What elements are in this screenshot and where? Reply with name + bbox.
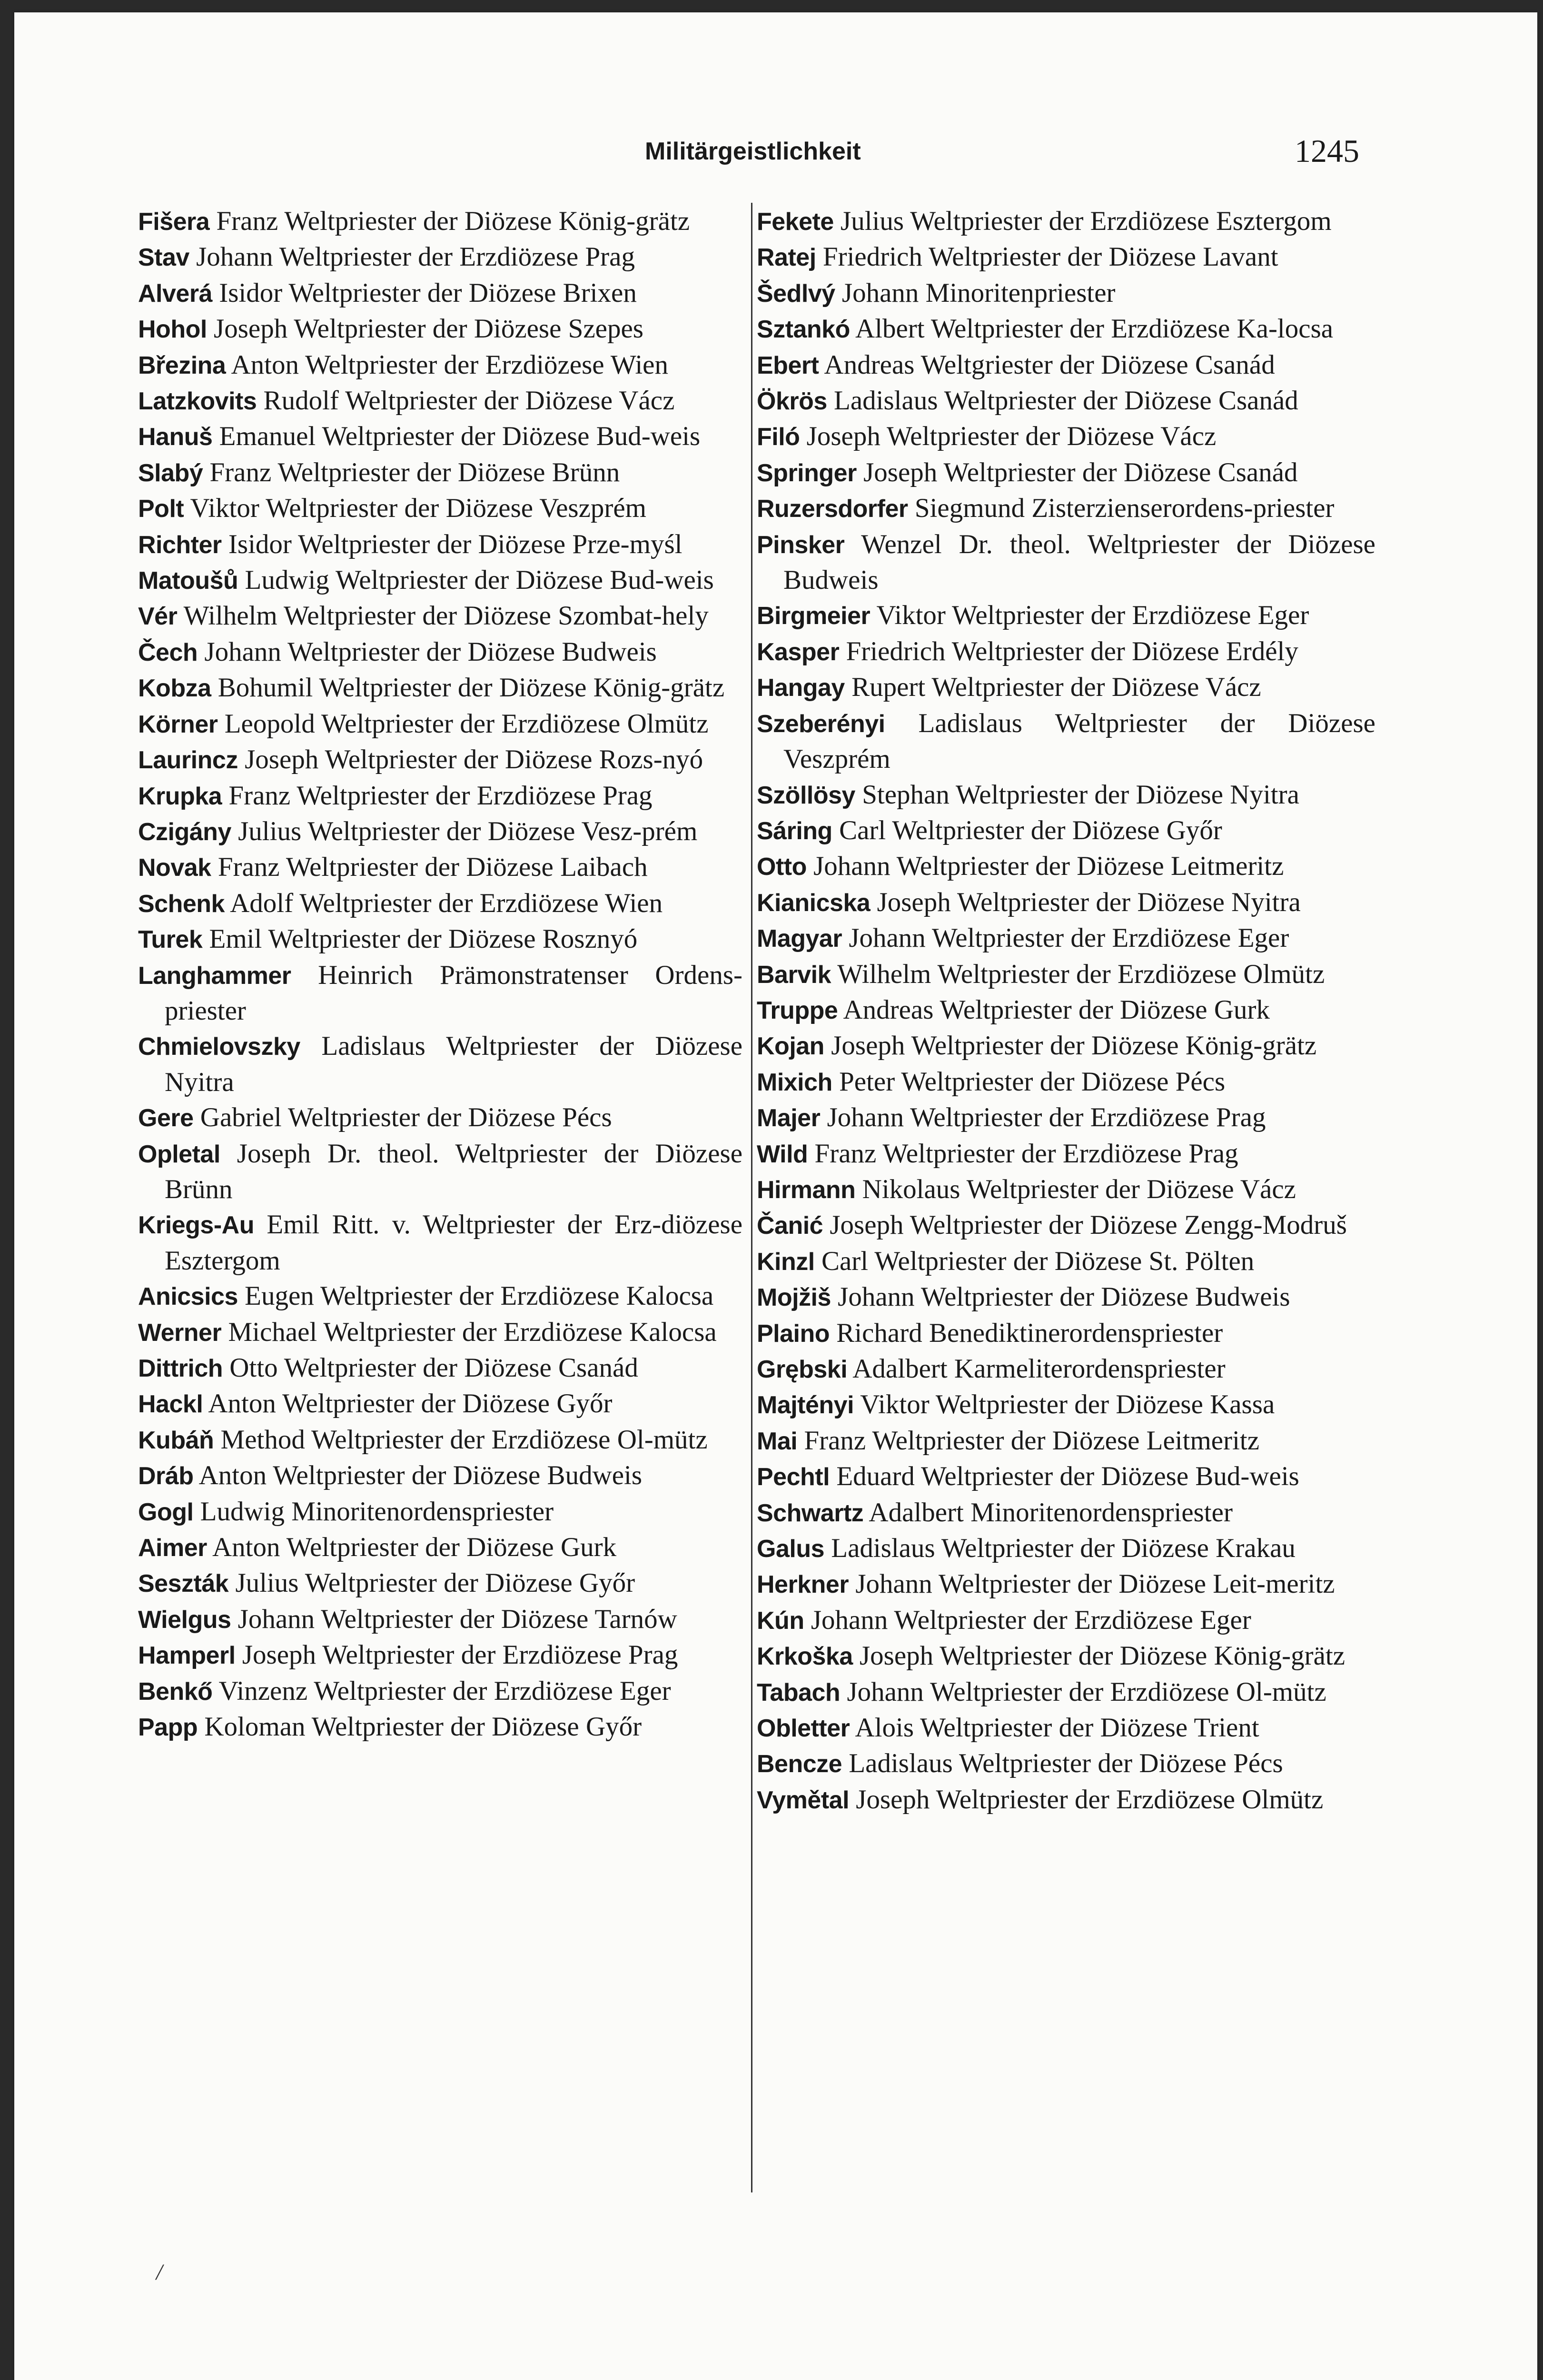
register-entry [138,204,742,239]
stray-mark: / [156,2260,163,2285]
entry-surname: Kasper [757,638,840,666]
entry-surname: Kún [757,1606,804,1635]
entry-surname: Ökrös [757,387,827,416]
entry-text: Franz Weltpriester der Diözese Brünn [209,457,620,487]
entry-text: Rupert Weltpriester der Diözese Vácz [851,672,1261,703]
running-title: Militärgeistlichkeit [645,138,861,165]
entry-text: Franz Weltpriester der Diözese Leitmeritz [804,1425,1260,1456]
entry-surname: Gogl [138,1498,194,1526]
entry-text: Ladislaus Weltpriester der Diözese Krakau [831,1533,1296,1564]
entry-surname: Turek [138,926,203,954]
entry-text: Julius Weltpriester der Diözese Győr [235,1568,635,1598]
register-entry [138,1350,742,1386]
entry-surname: Papp [138,1714,198,1742]
register-entry [138,383,742,419]
entry-text: Bohumil Weltpriester der Diözese König-grätz [218,673,725,703]
entry-surname: Kojan [757,1032,824,1061]
entry-text: Andreas Weltgriester der Diözese Csanád [824,349,1275,380]
entry-text: Joseph Weltpriester der Diözese Zengg-Modruš [830,1210,1347,1240]
register-entry [138,778,742,814]
entry-surname: Szöllösy [757,781,855,809]
entry-surname: Werner [138,1319,222,1347]
entry-text: Joseph Weltpriester der Diözese König-grätz [831,1031,1317,1061]
entry-text: Joseph Weltpriester der Diözese Rozs-nyó [245,744,703,775]
register-entry [138,1637,742,1673]
entry-surname: Sztankó [757,316,850,344]
register-entry [757,239,1375,275]
entry-surname: Šedlvý [757,279,835,307]
entry-text: Leopold Weltpriester der Erzdiözese Olmütz [224,708,709,739]
register-entry [757,1064,1375,1100]
register-entry [757,1100,1375,1136]
register-entry [138,958,742,1029]
register-entry [757,1423,1375,1459]
register-entry [138,1315,742,1350]
register-entry [757,777,1375,813]
entry-text: Nikolaus Weltpriester der Diözese Vácz [862,1174,1296,1204]
entry-text: Ludwig Weltpriester der Diözese Bud-weis [245,565,714,595]
register-entry [138,670,742,706]
register-entry [757,1351,1375,1387]
entry-text: Johann Weltpriester der Diözese Budweis [838,1282,1290,1312]
entry-text: Ladislaus Weltpriester der Diözese Csanád [834,386,1298,416]
register-entry [757,455,1375,491]
entry-text: Anton Weltpriester der Erzdiözese Wien [231,349,668,380]
entry-text: Johann Weltpriester der Erzdiözese Ol-mütz [847,1676,1326,1707]
register-entry [138,1279,742,1314]
register-entry [757,347,1375,383]
entry-text: Rudolf Weltpriester der Diözese Vácz [263,386,675,416]
entry-surname: Anicsics [138,1283,238,1311]
entry-surname: Latzkovits [138,387,257,416]
register-entry [757,491,1375,526]
entry-surname: Grębski [757,1356,848,1383]
entry-text: Julius Weltpriester der Erzdiözese Esztergom [841,206,1332,236]
entry-surname: Wielgus [138,1606,231,1634]
register-entry [138,1458,742,1494]
entry-text: Joseph Weltpriester der Diözese Vácz [806,421,1217,452]
register-entry [757,706,1375,777]
register-entry [757,527,1375,598]
entry-text: Eduard Weltpriester der Diözese Bud-weis [836,1461,1299,1492]
entry-surname: Benkő [138,1677,213,1706]
left-column [138,204,742,1745]
entry-text: Andreas Weltpriester der Diözese Gurk [843,994,1270,1025]
entry-surname: Chmielovszky [138,1033,300,1061]
entry-surname: Čanić [757,1212,823,1240]
entry-surname: Dráb [138,1462,194,1490]
register-entry [757,1675,1375,1710]
entry-text: Anton Weltpriester der Diözese Budweis [198,1460,643,1491]
register-entry [757,1567,1375,1602]
entry-text: Wenzel Dr. theol. Weltpriester der Diözese Budweis [783,529,1375,595]
entry-surname: Ratej [757,244,816,272]
entry-surname: Mojžiš [757,1284,831,1312]
entry-text: Ladislaus Weltpriester der Diözese Veszprém [783,708,1375,774]
entry-text: Julius Weltpriester der Diözese Vesz-prém [238,816,698,846]
entry-text: Joseph Weltpriester der Erzdiözese Prag [242,1640,678,1670]
entry-text: Franz Weltpriester der Erzdiözese Prag [228,780,653,811]
entry-surname: Hamperl [138,1642,236,1670]
register-entry [757,1531,1375,1567]
register-entry [757,1136,1375,1172]
entry-surname: Kubáň [138,1426,214,1454]
entry-surname: Krkoška [757,1643,853,1671]
entry-surname: Magyar [757,925,842,953]
column-divider [751,203,752,2192]
entry-surname: Majer [757,1104,821,1132]
entry-surname: Mixich [757,1068,832,1096]
register-entry [757,885,1375,921]
entry-text: Friedrich Weltpriester der Diözese Lavant [822,242,1278,272]
entry-surname: Hackl [138,1390,203,1418]
register-entry [757,1387,1375,1423]
register-entry [138,347,742,383]
entry-surname: Schenk [138,890,225,918]
register-entry [757,1710,1375,1746]
right-column [757,204,1375,1818]
register-entry [757,634,1375,670]
entry-text: Carl Weltpriester der Diözese St. Pölten [821,1246,1255,1276]
register-entry [138,1100,742,1136]
entry-text: Franz Weltpriester der Diözese König-grätz [216,206,690,236]
entry-surname: Szeberényi [757,710,885,738]
register-entry [138,1494,742,1530]
register-entry [757,1208,1375,1243]
entry-text: Viktor Weltpriester der Diözese Veszprém [190,493,647,524]
entry-surname: Alverá [138,279,212,307]
entry-surname: Hirmann [757,1176,856,1204]
entry-text: Ladislaus Weltpriester der Diözese Nyitra [165,1031,742,1097]
entry-text: Franz Weltpriester der Diözese Laibach [218,852,648,883]
entry-text: Johann Weltpriester der Erzdiözese Eger [849,923,1289,953]
entry-surname: Fišera [138,208,210,236]
entry-surname: Truppe [757,996,838,1024]
entry-surname: Plaino [757,1319,830,1348]
entry-text: Franz Weltpriester der Erzdiözese Prag [814,1138,1238,1169]
entry-text: Emil Ritt. v. Weltpriester der Erz-diözese Esztergom [165,1210,743,1276]
entry-surname: Otto [757,853,807,881]
register-entry [138,1530,742,1566]
register-entry [757,1638,1375,1674]
entry-text: Alois Weltpriester der Diözese Trient [855,1713,1259,1743]
entry-surname: Barvik [757,961,831,989]
register-entry [757,670,1375,705]
register-entry [138,1566,742,1601]
register-entry [138,1674,742,1709]
entry-surname: Seszták [138,1570,229,1598]
entry-surname: Stav [138,244,189,272]
register-entry [138,1602,742,1637]
entry-text: Method Weltpriester der Erzdiözese Ol-mütz [220,1424,708,1455]
register-entry [757,992,1375,1028]
entry-text: Adalbert Karmeliterordenspriester [852,1354,1226,1384]
entry-surname: Galus [757,1535,824,1563]
register-entry [138,742,742,778]
entry-text: Emanuel Weltpriester der Diözese Bud-weis [219,421,701,452]
entry-surname: Hangay [757,674,845,702]
entry-surname: Ebert [757,351,819,379]
entry-text: Johann Weltpriester der Diözese Tarnów [237,1604,677,1634]
entry-surname: Sáring [757,817,832,845]
entry-text: Anton Weltpriester der Diözese Győr [208,1388,613,1419]
register-entry [757,1603,1375,1638]
register-entry [138,311,742,347]
entry-text: Wilhelm Weltpriester der Diözese Szombat-hely [183,601,709,631]
entry-surname: Vér [138,603,178,631]
entry-surname: Novak [138,854,211,882]
entry-text: Siegmund Zisterzienserordens-priester [914,493,1335,524]
register-entry [757,276,1375,311]
entry-surname: Tabach [757,1678,841,1706]
entry-text: Viktor Weltpriester der Diözese Kassa [860,1389,1275,1420]
entry-surname: Kinzl [757,1248,815,1276]
entry-text: Albert Weltpriester der Erzdiözese Ka-locsa [855,314,1334,344]
entry-surname: Hohol [138,316,207,344]
entry-text: Eugen Weltpriester der Erzdiözese Kalocsa [245,1281,714,1311]
entry-surname: Polt [138,495,184,523]
entry-surname: Ruzersdorfer [757,495,908,523]
entry-text: Richard Benediktinerordenspriester [836,1318,1223,1348]
entry-text: Vinzenz Weltpriester der Erzdiözese Eger [218,1676,671,1706]
entry-text: Joseph Weltpriester der Diözese Csanád [863,457,1298,487]
entry-text: Isidor Weltpriester der Diözese Brixen [219,278,637,308]
register-entry [138,239,742,275]
entry-surname: Birgmeier [757,602,870,630]
register-entry [757,311,1375,347]
register-entry [138,276,742,311]
entry-surname: Březina [138,351,226,379]
register-entry [138,635,742,670]
entry-surname: Vymětal [757,1786,850,1814]
entry-text: Joseph Weltpriester der Diözese Szepes [214,314,643,344]
register-entry [138,527,742,563]
register-entry [138,1207,742,1279]
entry-text: Otto Weltpriester der Diözese Csanád [229,1353,638,1383]
register-entry [757,383,1375,419]
entry-text: Johann Weltpriester der Erzdiözese Eger [811,1605,1251,1635]
register-entry [138,1709,742,1745]
running-head [14,133,1537,180]
entry-text: Adolf Weltpriester der Erzdiözese Wien [230,888,663,918]
register-entry [138,491,742,526]
entry-surname: Richter [138,531,222,559]
entry-surname: Gere [138,1104,194,1132]
entry-surname: Kobza [138,674,211,703]
entry-text: Viktor Weltpriester der Erzdiözese Eger [876,600,1309,631]
entry-surname: Čech [138,638,198,666]
register-entry [138,1029,742,1100]
entry-text: Peter Weltpriester der Diözese Pécs [839,1066,1226,1097]
entry-surname: Majtényi [757,1391,854,1419]
entry-surname: Pinsker [757,531,845,559]
entry-surname: Krupka [138,782,222,810]
entry-surname: Mai [757,1427,798,1455]
entry-surname: Springer [757,459,857,487]
register-entry [757,1746,1375,1782]
entry-text: Joseph Weltpriester der Erzdiözese Olmütz [856,1784,1324,1815]
register-entry [138,850,742,885]
entry-surname: Dittrich [138,1355,223,1382]
register-entry [138,706,742,742]
entry-text: Joseph Dr. theol. Weltpriester der Diözese Brünn [165,1138,743,1204]
entry-text: Gabriel Weltpriester der Diözese Pécs [200,1102,612,1133]
book-page [14,12,1537,2380]
register-entry [757,1316,1375,1351]
entry-text: Joseph Weltpriester der Diözese Nyitra [877,887,1301,917]
entry-surname: Slabý [138,459,203,487]
entry-surname: Laurincz [138,746,238,774]
register-entry [757,1028,1375,1064]
register-entry [757,849,1375,884]
register-entry [757,1279,1375,1315]
register-entry [757,921,1375,956]
entry-text: Friedrich Weltpriester der Diözese Erdély [846,636,1298,666]
entry-surname: Kianicska [757,889,870,917]
entry-text: Isidor Weltpriester der Diözese Prze-myśl [228,529,682,559]
page-number: 1245 [1295,133,1359,169]
entry-surname: Fekete [757,208,834,236]
register-entry [138,814,742,850]
register-entry [138,455,742,491]
entry-text: Ladislaus Weltpriester der Diözese Pécs [849,1748,1283,1779]
entry-surname: Wild [757,1140,808,1168]
entry-surname: Langhammer [138,962,291,990]
register-entry [757,957,1375,992]
register-entry [138,886,742,922]
entry-text: Koloman Weltpriester der Diözese Győr [204,1712,642,1742]
entry-text: Johann Weltpriester der Diözese Leitmeritz [813,851,1284,882]
register-entry [757,1495,1375,1531]
entry-surname: Aimer [138,1534,207,1562]
register-entry [138,1386,742,1422]
register-entry [757,598,1375,634]
entry-surname: Schwartz [757,1499,864,1527]
entry-surname: Herkner [757,1571,849,1599]
entry-text: Johann Weltpriester der Diözese Budweis [204,636,657,667]
register-entry [757,419,1375,455]
register-entry [138,1422,742,1458]
entry-surname: Pechtl [757,1463,830,1491]
entry-text: Emil Weltpriester der Diözese Rosznyó [209,924,638,954]
entry-surname: Opletal [138,1140,220,1168]
entry-surname: Czigány [138,818,231,846]
entry-text: Carl Weltpriester der Diözese Győr [839,815,1222,845]
register-entry [757,813,1375,849]
entry-text: Stephan Weltpriester der Diözese Nyitra [862,779,1299,810]
entry-surname: Obletter [757,1715,850,1743]
entry-text: Adalbert Minoritenordenspriester [869,1497,1233,1527]
entry-surname: Kriegs-Au [138,1211,254,1240]
entry-surname: Hanuš [138,423,213,451]
entry-text: Johann Minoritenpriester [841,278,1116,308]
entry-surname: Körner [138,710,218,738]
entry-text: Johann Weltpriester der Erzdiözese Prag [196,242,635,272]
register-entry [757,204,1375,239]
register-entry [138,563,742,598]
register-entry [757,1782,1375,1818]
entry-text: Joseph Weltpriester der Diözese König-grätz [859,1641,1345,1671]
entry-text: Johann Weltpriester der Erzdiözese Prag [827,1102,1266,1133]
entry-text: Ludwig Minoritenordenspriester [200,1496,554,1527]
register-entry [138,598,742,634]
register-entry [138,1136,742,1208]
entry-surname: Filó [757,423,800,451]
entry-text: Wilhelm Weltpriester der Erzdiözese Olmütz [837,959,1325,989]
entry-text: Johann Weltpriester der Diözese Leit-meritz [855,1569,1335,1599]
entry-surname: Bencze [757,1750,842,1778]
register-entry [757,1172,1375,1208]
entry-text: Heinrich Prämonstratenser Ordens-priester [165,960,742,1026]
register-entry [757,1459,1375,1495]
entry-text: Anton Weltpriester der Diözese Gurk [212,1532,617,1563]
entry-text: Michael Weltpriester der Erzdiözese Kalocsa [228,1317,717,1347]
entry-surname: Matoušů [138,567,238,595]
register-entry [138,922,742,957]
register-entry [757,1244,1375,1279]
register-entry [138,419,742,455]
